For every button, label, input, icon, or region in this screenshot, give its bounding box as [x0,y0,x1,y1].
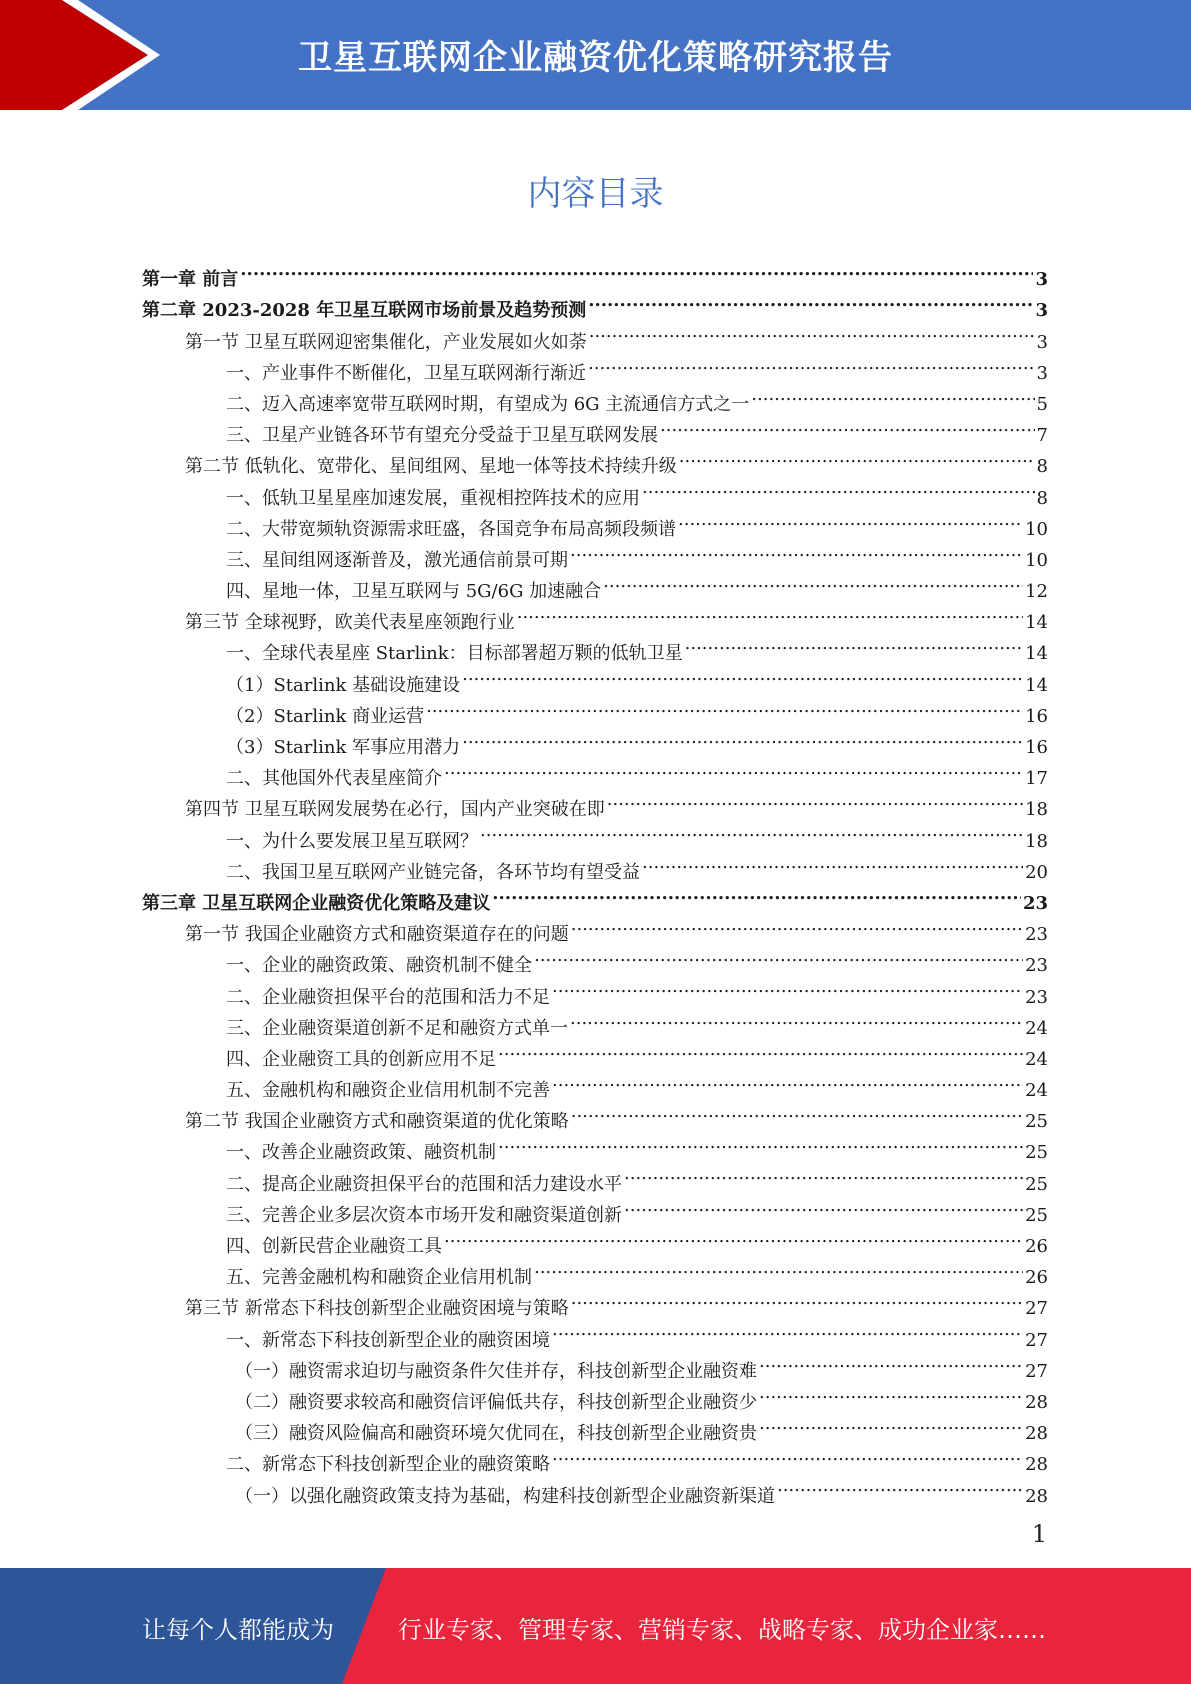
toc-entry-title: （一）以强化融资政策支持为基础，构建科技创新型企业融资新渠道 [235,1485,775,1507]
toc-entry-page: 10 [1025,549,1048,571]
toc-entry-title: 一、产业事件不断催化，卫星互联网渐行渐近 [226,362,586,384]
toc-entry-title: 第二章 2023-2028 年卫星互联网市场前景及趋势预测 [142,300,587,322]
toc-dot-leader [603,566,1023,597]
toc-entry-page: 3 [1035,269,1048,291]
toc-entry-page: 17 [1025,768,1048,790]
toc-entry-title: 三、完善企业多层次资本市场开发和融资渠道创新 [226,1204,622,1226]
toc-dot-leader [679,441,1035,472]
toc-entry-title: 第三节 新常态下科技创新型企业融资困境与策略 [185,1298,569,1320]
toc-entry-page: 23 [1025,924,1048,946]
toc-entry-title: 第三节 全球视野，欧美代表星座领跑行业 [185,612,515,634]
footer-slogan-right: 行业专家、管理专家、营销专家、战略专家、成功企业家…… [398,1616,1046,1644]
toc-entry-title: 一、全球代表星座 Starlink：目标部署超万颗的低轨卫星 [226,643,683,665]
report-title: 卫星互联网企业融资优化策略研究报告 [298,38,893,78]
toc-entry-title: 二、提高企业融资担保平台的范围和活力建设水平 [226,1173,622,1195]
toc-entry-page: 25 [1025,1204,1048,1226]
toc-entry-page: 26 [1025,1236,1048,1257]
toc-dot-leader [498,1127,1023,1158]
page-header [0,0,1191,110]
toc-entry-title: 二、大带宽频轨资源需求旺盛，各国竞争布局高频段频谱 [226,518,676,540]
toc-entry-title: 三、企业融资渠道创新不足和融资方式单一 [226,1017,568,1039]
toc-entry-page: 23 [1025,986,1048,1008]
toc-entry-page: 24 [1025,1080,1048,1102]
toc-dot-leader [534,940,1023,971]
toc-dot-leader [777,1470,1023,1501]
toc-entry-page: 27 [1025,1298,1048,1320]
toc-entry-page: 16 [1025,705,1048,727]
toc-entry-title: 二、我国卫星互联网产业链完备，各环节均有望受益 [226,861,640,883]
toc-entry-page: 8 [1036,487,1048,509]
table-of-contents [142,254,1048,1507]
toc-entry-page: 10 [1025,518,1048,540]
toc-dot-leader [444,753,1023,784]
toc-entry-title: 四、创新民营企业融资工具 [226,1236,442,1257]
toc-dot-leader [480,815,1023,846]
toc-entry-title: 五、完善金融机构和融资企业信用机制 [226,1267,532,1289]
toc-dot-leader [517,597,1023,628]
toc-entry-page: 14 [1025,674,1048,696]
toc-entry-title: 第一节 我国企业融资方式和融资渠道存在的问题 [185,924,569,946]
toc-dot-leader [552,971,1023,1002]
toc-entry-page: 3 [1036,331,1048,353]
toc-entry-title: 三、星间组网逐渐普及，激光通信前景可期 [226,549,568,571]
toc-dot-leader [534,1252,1023,1283]
toc-entry-page: 28 [1025,1454,1048,1476]
toc-entry-page: 3 [1035,300,1048,322]
toc-entry-title: 四、企业融资工具的创新应用不足 [226,1048,496,1070]
toc-dot-leader [624,1158,1023,1189]
toc-dot-leader [492,878,1021,909]
toc-dot-leader [462,722,1023,753]
toc-entry-page: 24 [1025,1048,1048,1070]
toc-dot-leader [571,1096,1023,1127]
toc-dot-leader [552,1065,1023,1096]
toc-entry-title: 四、星地一体，卫星互联网与 5G/6G 加速融合 [226,581,602,603]
toc-dot-leader [426,691,1023,722]
toc-heading: 内容目录 [527,174,664,214]
toc-entry-page: 16 [1025,737,1048,758]
toc-entry-page: 25 [1025,1173,1048,1195]
toc-entry-title: 二、迈入高速率宽带互联网时期，有望成为 6G 主流通信方式之一 [226,393,750,415]
toc-entry-page: 12 [1025,581,1048,603]
toc-entry-title: 第一节 卫星互联网迎密集催化，产业发展如火如荼 [185,331,587,353]
toc-dot-leader [444,1221,1023,1252]
toc-dot-leader [607,784,1023,815]
toc-entry-page: 25 [1025,1111,1048,1133]
page-footer [0,1568,1191,1684]
toc-entry-page: 28 [1025,1423,1048,1445]
toc-dot-leader [240,254,1033,285]
toc-entry-page: 7 [1036,425,1048,447]
toc-entry-title: （2）Starlink 商业运营 [226,705,425,727]
toc-dot-leader [589,316,1035,347]
toc-entry-title: 一、为什么要发展卫星互联网？ [226,830,478,852]
toc-entry-page: 25 [1025,1142,1048,1164]
toc-entry-page: 24 [1025,1017,1048,1039]
toc-entry[interactable] [142,285,1048,322]
toc-dot-leader [759,1408,1023,1439]
toc-dot-leader [759,1377,1023,1408]
toc-dot-leader [588,348,1035,379]
toc-entry[interactable] [142,254,1048,291]
toc-entry-title: 一、低轨卫星星座加速发展，重视相控阵技术的应用 [226,487,640,509]
toc-entry-title: 二、企业融资担保平台的范围和活力不足 [226,986,550,1008]
toc-dot-leader [751,379,1034,410]
toc-dot-leader [588,285,1033,316]
toc-dot-leader [660,410,1035,441]
toc-entry-title: 第二节 低轨化、宽带化、星间组网、星地一体等技术持续升级 [185,456,677,478]
toc-entry-page: 18 [1025,830,1048,852]
toc-entry-page: 27 [1025,1329,1048,1351]
toc-entry-title: （3）Starlink 军事应用潜力 [226,737,461,758]
toc-entry-title: 一、改善企业融资政策、融资机制 [226,1142,496,1164]
toc-dot-leader [498,1034,1023,1065]
toc-entry-page: 8 [1036,456,1048,478]
toc-dot-leader [571,1283,1023,1314]
toc-dot-leader [552,1314,1023,1345]
toc-entry-page: 27 [1025,1360,1048,1382]
toc-entry-page: 28 [1025,1391,1048,1413]
toc-entry-title: 第一章 前言 [142,269,239,291]
toc-entry-page: 23 [1022,892,1048,914]
toc-dot-leader [570,535,1023,566]
toc-entry-page: 20 [1025,861,1048,883]
toc-entry-page: 26 [1025,1267,1048,1289]
toc-entry-title: 一、新常态下科技创新型企业的融资困境 [226,1329,550,1351]
toc-entry-page: 28 [1025,1485,1048,1507]
toc-entry-page: 14 [1025,643,1048,665]
toc-entry-title: 二、新常态下科技创新型企业的融资策略 [226,1454,550,1476]
toc-dot-leader [685,628,1023,659]
toc-entry-page: 14 [1025,612,1048,634]
toc-entry-page: 23 [1025,955,1048,977]
toc-dot-leader [462,659,1023,690]
toc-dot-leader [642,472,1035,503]
toc-entry-page: 18 [1025,799,1048,821]
toc-dot-leader [678,504,1023,535]
toc-dot-leader [642,847,1023,878]
toc-entry-title: （一）融资需求迫切与融资条件欠佳并存，科技创新型企业融资难 [235,1360,757,1382]
toc-entry-title: （三）融资风险偏高和融资环境欠优同在，科技创新型企业融资贵 [235,1423,757,1445]
toc-dot-leader [759,1346,1023,1377]
footer-slogan-left: 让每个人都能成为 [142,1616,334,1644]
page-number: 1 [1031,1520,1047,1548]
toc-entry-title: 五、金融机构和融资企业信用机制不完善 [226,1080,550,1102]
toc-dot-leader [571,909,1023,940]
toc-dot-leader [570,1003,1023,1034]
toc-entry-title: （1）Starlink 基础设施建设 [226,674,461,696]
toc-entry-title: 第二节 我国企业融资方式和融资渠道的优化策略 [185,1111,569,1133]
toc-dot-leader [624,1190,1023,1221]
toc-entry-title: 二、其他国外代表星座简介 [226,768,442,790]
toc-entry-title: 一、企业的融资政策、融资机制不健全 [226,955,532,977]
toc-dot-leader [552,1439,1023,1470]
toc-entry-title: 第三章 卫星互联网企业融资优化策略及建议 [142,892,491,914]
toc-entry-title: （二）融资要求较高和融资信评偏低共存，科技创新型企业融资少 [235,1391,757,1413]
toc-entry-page: 5 [1036,393,1048,415]
toc-entry-title: 第四节 卫星互联网发展势在必行，国内产业突破在即 [185,799,605,821]
toc-entry-title: 三、卫星产业链各环节有望充分受益于卫星互联网发展 [226,425,658,447]
toc-entry-page: 3 [1036,362,1048,384]
